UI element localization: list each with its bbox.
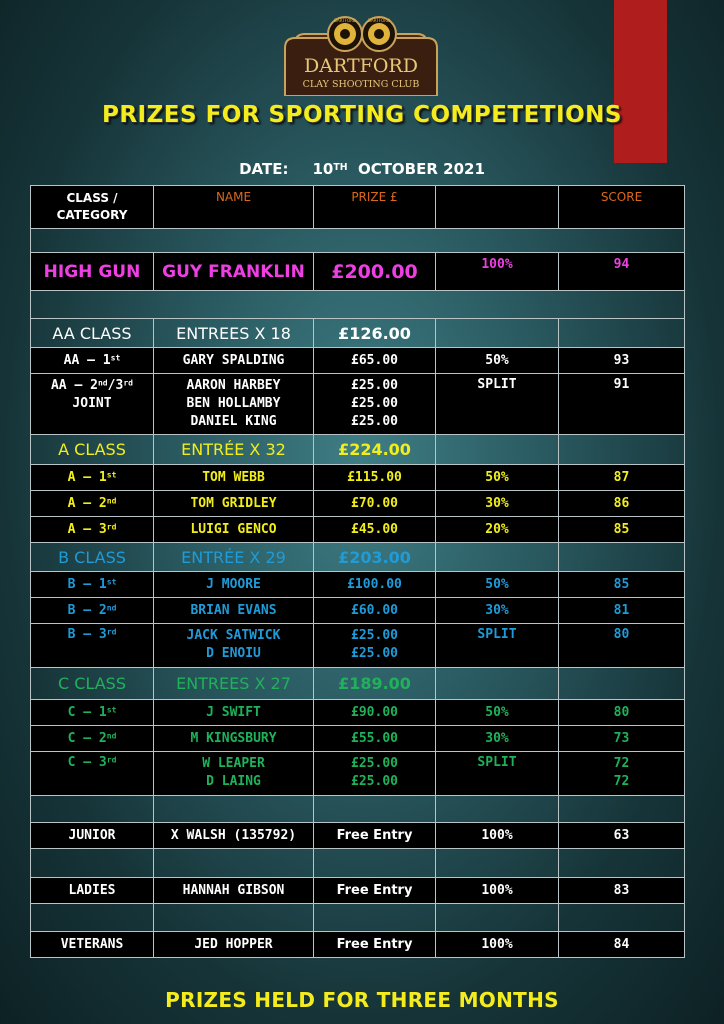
spacer-row	[31, 849, 685, 878]
club-logo	[283, 14, 439, 96]
table-row	[31, 726, 685, 752]
junior-score: 63	[559, 823, 685, 849]
table-row	[31, 700, 685, 726]
aa-class-total: £126.00	[314, 319, 436, 348]
b-1-percent: 50%	[436, 572, 559, 598]
c-2-prize: £55.00	[314, 726, 436, 752]
a-class-entries: ENTRÉE X 32	[154, 435, 314, 465]
b-class-label: B CLASS	[31, 543, 154, 572]
high-gun-score: 94	[559, 253, 685, 291]
date-month-year: OCTOBER 2021	[357, 160, 485, 178]
c-1-score: 80	[559, 700, 685, 726]
aa-1-percent: 50%	[436, 348, 559, 374]
b-2-score: 81	[559, 598, 685, 624]
a-1-position: A – 1st	[31, 465, 154, 491]
c-3-scores: 72 72	[559, 752, 685, 796]
a-class-total: £224.00	[314, 435, 436, 465]
badge-right-text: DARTFORD	[368, 18, 390, 23]
c-3-names: W LEAPER D LAING	[154, 752, 314, 796]
c-class-total: £189.00	[314, 668, 436, 700]
veterans-prize: Free Entry	[314, 932, 436, 958]
aa-class-row	[31, 319, 685, 348]
high-gun-class: HIGH GUN	[31, 253, 154, 291]
table-row	[31, 752, 685, 796]
ladies-name: HANNAH GIBSON	[154, 878, 314, 904]
aa-2-score: 91	[559, 374, 685, 435]
veterans-name: JED HOPPER	[154, 932, 314, 958]
a-2-prize: £70.00	[314, 491, 436, 517]
table-header-row	[31, 186, 685, 229]
spacer-row	[31, 291, 685, 319]
a-1-percent: 50%	[436, 465, 559, 491]
competition-date	[0, 160, 724, 178]
b-3-score: 80	[559, 624, 685, 668]
c-3-position: C – 3rd	[31, 752, 154, 796]
table-row	[31, 624, 685, 668]
c-3-percent: SPLIT	[436, 752, 559, 796]
header-prize: PRIZE £	[314, 186, 436, 229]
c-class-row	[31, 668, 685, 700]
header-name: NAME	[154, 186, 314, 229]
table-row	[31, 465, 685, 491]
c-1-prize: £90.00	[314, 700, 436, 726]
ladies-class: LADIES	[31, 878, 154, 904]
a-3-percent: 20%	[436, 517, 559, 543]
b-1-name: J MOORE	[154, 572, 314, 598]
header-class: CLASS / CATEGORY	[31, 186, 154, 229]
table-row	[31, 374, 685, 435]
a-3-position: A – 3rd	[31, 517, 154, 543]
a-class-row	[31, 435, 685, 465]
a-1-score: 87	[559, 465, 685, 491]
table-row	[31, 491, 685, 517]
badge-left-text: DARTFORD	[334, 18, 356, 23]
date-day-suffix: TH	[333, 161, 348, 173]
a-1-prize: £115.00	[314, 465, 436, 491]
junior-name: X WALSH (135792)	[154, 823, 314, 849]
b-3-prizes: £25.00 £25.00	[314, 624, 436, 668]
ladies-row	[31, 878, 685, 904]
footer-note: PRIZES HELD FOR THREE MONTHS	[165, 988, 559, 1012]
logo-subtitle: CLAY SHOOTING CLUB	[302, 79, 420, 90]
c-2-score: 73	[559, 726, 685, 752]
junior-class: JUNIOR	[31, 823, 154, 849]
high-gun-prize: £200.00	[314, 253, 436, 291]
b-3-position: B – 3rd	[31, 624, 154, 668]
veterans-row	[31, 932, 685, 958]
ladies-score: 83	[559, 878, 685, 904]
aa-2-prizes: £25.00 £25.00 £25.00	[314, 374, 436, 435]
b-3-percent: SPLIT	[436, 624, 559, 668]
aa-class-entries: ENTREES X 18	[154, 319, 314, 348]
spacer-row	[31, 229, 685, 253]
c-1-name: J SWIFT	[154, 700, 314, 726]
aa-2-percent: SPLIT	[436, 374, 559, 435]
b-2-name: BRIAN EVANS	[154, 598, 314, 624]
prizes-table	[30, 185, 685, 958]
junior-percent: 100%	[436, 823, 559, 849]
c-1-percent: 50%	[436, 700, 559, 726]
a-2-name: TOM GRIDLEY	[154, 491, 314, 517]
c-2-name: M KINGSBURY	[154, 726, 314, 752]
aa-1-position: AA – 1st	[31, 348, 154, 374]
table-row	[31, 572, 685, 598]
veterans-percent: 100%	[436, 932, 559, 958]
veterans-score: 84	[559, 932, 685, 958]
c-class-entries: ENTREES X 27	[154, 668, 314, 700]
header-percent	[436, 186, 559, 229]
date-day: 10	[312, 160, 334, 178]
table-row	[31, 348, 685, 374]
a-2-percent: 30%	[436, 491, 559, 517]
spacer-row	[31, 796, 685, 823]
aa-class-label: AA CLASS	[31, 319, 154, 348]
a-class-label: A CLASS	[31, 435, 154, 465]
ladies-prize: Free Entry	[314, 878, 436, 904]
b-class-row	[31, 543, 685, 572]
a-1-name: TOM WEBB	[154, 465, 314, 491]
c-3-prizes: £25.00 £25.00	[314, 752, 436, 796]
header-score: SCORE	[559, 186, 685, 229]
b-2-position: B – 2nd	[31, 598, 154, 624]
aa-2-position: AA – 2nd/3rd JOINT	[31, 374, 154, 435]
veterans-class: VETERANS	[31, 932, 154, 958]
aa-1-score: 93	[559, 348, 685, 374]
a-3-prize: £45.00	[314, 517, 436, 543]
b-1-prize: £100.00	[314, 572, 436, 598]
b-2-percent: 30%	[436, 598, 559, 624]
table-row	[31, 598, 685, 624]
high-gun-name: GUY FRANKLIN	[154, 253, 314, 291]
spacer-row	[31, 904, 685, 932]
b-class-entries: ENTRÉE X 29	[154, 543, 314, 572]
a-3-score: 85	[559, 517, 685, 543]
date-label: DATE:	[239, 160, 289, 178]
a-2-position: A – 2nd	[31, 491, 154, 517]
junior-prize: Free Entry	[314, 823, 436, 849]
c-2-percent: 30%	[436, 726, 559, 752]
b-2-prize: £60.00	[314, 598, 436, 624]
c-1-position: C – 1st	[31, 700, 154, 726]
aa-1-name: GARY SPALDING	[154, 348, 314, 374]
logo-name: DARTFORD	[304, 55, 418, 77]
c-class-label: C CLASS	[31, 668, 154, 700]
a-2-score: 86	[559, 491, 685, 517]
aa-2-names: AARON HARBEY BEN HOLLAMBY DANIEL KING	[154, 374, 314, 435]
aa-1-prize: £65.00	[314, 348, 436, 374]
junior-row	[31, 823, 685, 849]
b-1-score: 85	[559, 572, 685, 598]
ladies-percent: 100%	[436, 878, 559, 904]
table-row	[31, 517, 685, 543]
b-class-total: £203.00	[314, 543, 436, 572]
page-title: PRIZES FOR SPORTING COMPETETIONS	[101, 102, 622, 128]
c-2-position: C – 2nd	[31, 726, 154, 752]
red-corner-bar	[614, 0, 667, 163]
a-3-name: LUIGI GENCO	[154, 517, 314, 543]
b-1-position: B – 1st	[31, 572, 154, 598]
high-gun-row	[31, 253, 685, 291]
high-gun-percent: 100%	[436, 253, 559, 291]
b-3-names: JACK SATWICK D ENOIU	[154, 624, 314, 668]
